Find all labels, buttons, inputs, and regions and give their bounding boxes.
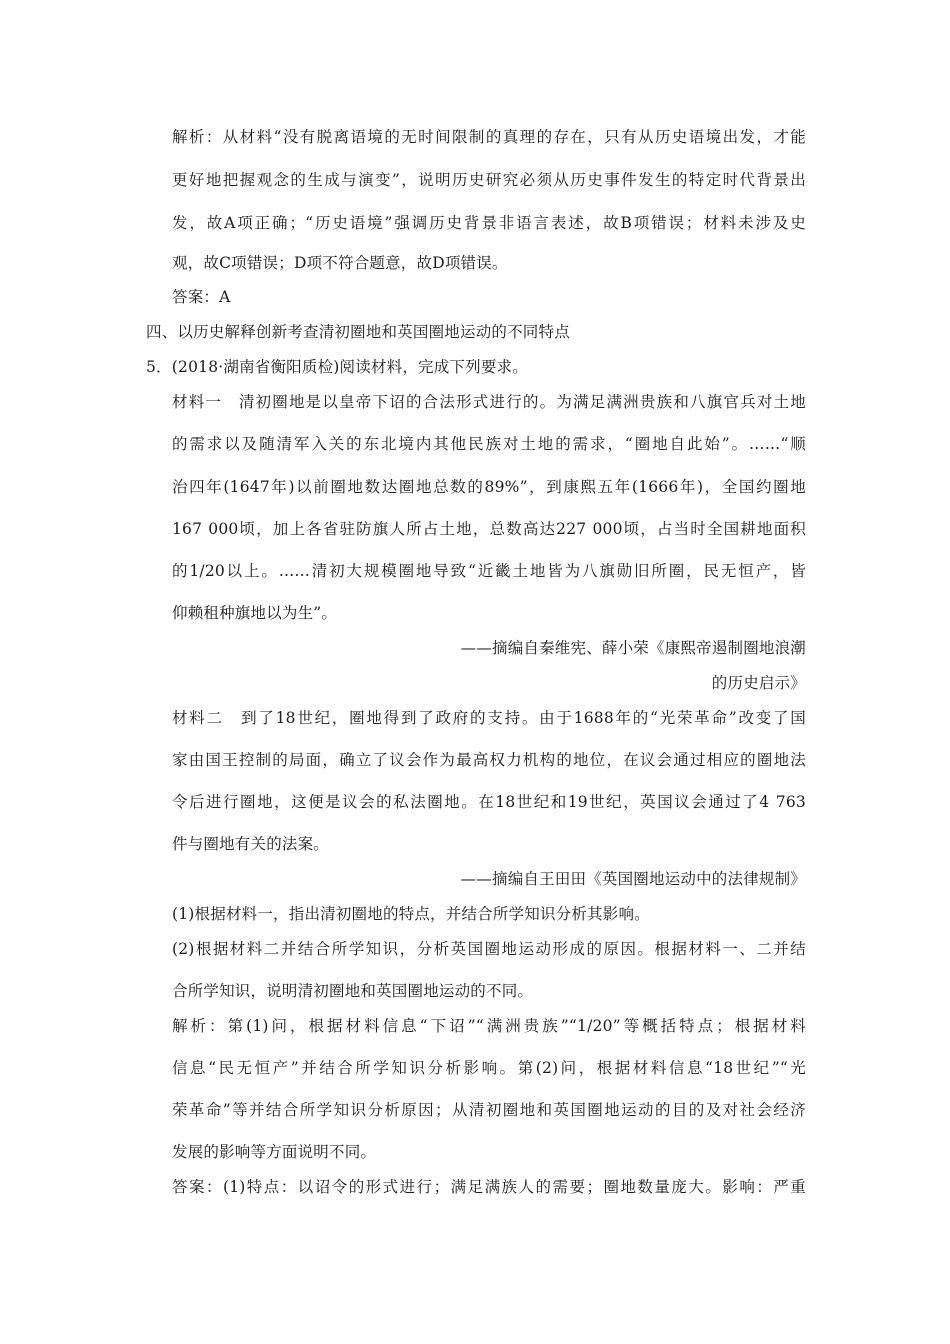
material-text-line: 令后进行圈地，这便是议会的私法圈地。在18世纪和19世纪，英国议会通过了4 763 — [172, 793, 806, 811]
analysis-text-line: 荣革命”等并结合所学知识分析原因；从清初圈地和英国圈地运动的目的及对社会经济 — [172, 1101, 806, 1119]
material-text-line: 材料二 到了18世纪，圈地得到了政府的支持。由于1688年的“光荣革命”改变了国 — [172, 709, 806, 727]
section-heading: 四、以历史解释创新考查清初圈地和英国圈地运动的不同特点 — [146, 323, 570, 341]
source-citation: 的历史启示》 — [711, 674, 806, 692]
material-text-line: 167 000顷，加上各省驻防旗人所占土地，总数高达227 000顷，占当时全国耕地面积 — [172, 520, 806, 538]
answer-text: 答案：A — [172, 288, 231, 306]
answer-text: 答案：(1)特点：以诏令的形式进行；满足满族人的需要；圈地数量庞大。影响：严重 — [172, 1178, 806, 1196]
analysis-text-line: 解析：从材料“没有脱离语境的无时间限制的真理的存在，只有从历史语境出发，才能 — [172, 128, 806, 146]
analysis-text-line: 观，故C项错误；D项不符合题意，故D项错误。 — [172, 254, 508, 272]
material-text-line: 的1/20以上。……清初大规模圈地导致“近畿土地皆为八旗勋旧所圈，民无恒产，皆 — [172, 562, 806, 580]
analysis-text-line: 发，故A项正确；“历史语境”强调历史背景非语言表述，故B项错误；材料未涉及史 — [172, 214, 806, 232]
question-text-line: 合所学知识，说明清初圈地和英国圈地运动的不同。 — [172, 982, 534, 1000]
analysis-text-line: 发展的影响等方面说明不同。 — [172, 1143, 377, 1161]
question-text-line: (2)根据材料二并结合所学知识，分析英国圈地运动形成的原因。根据材料一、二并结 — [172, 940, 806, 958]
question-stem: 5．(2018·湖南省衡阳质检)阅读材料，完成下列要求。 — [146, 358, 528, 376]
material-text-line: 家由国王控制的局面，确立了议会作为最高权力机构的地位，在议会通过相应的圈地法 — [172, 751, 806, 769]
analysis-text-line: 更好地把握观念的生成与演变”，说明历史研究必须从历史事件发生的特定时代背景出 — [172, 171, 806, 189]
material-text-line: 的需求以及随清军入关的东北境内其他民族对土地的需求，“圈地自此始”。……“顺 — [172, 435, 806, 453]
source-citation: ——摘编自王田田《英国圈地运动中的法律规制》 — [460, 870, 806, 888]
analysis-text-line: 信息“民无恒产”并结合所学知识分析影响。第(2)问，根据材料信息“18世纪”“光 — [172, 1059, 806, 1077]
material-text-line: 治四年(1647年)以前圈地数达圈地总数的89%”，到康熙五年(1666年)，全国约圈地 — [172, 478, 806, 496]
source-citation: ——摘编自秦维宪、薛小荣《康熙帝遏制圈地浪潮 — [460, 639, 806, 657]
question-text-line: (1)根据材料一，指出清初圈地的特点，并结合所学知识分析其影响。 — [172, 905, 650, 923]
analysis-text-line: 解析：第(1)问，根据材料信息“下诏”“满洲贵族”“1/20”等概括特点；根据材料 — [172, 1017, 806, 1035]
material-text-line: 材料一 清初圈地是以皇帝下诏的合法形式进行的。为满足满洲贵族和八旗官兵对土地 — [172, 393, 806, 411]
material-text-line: 件与圈地有关的法案。 — [172, 835, 330, 853]
material-text-line: 仰赖租种旗地以为生”。 — [172, 604, 338, 622]
